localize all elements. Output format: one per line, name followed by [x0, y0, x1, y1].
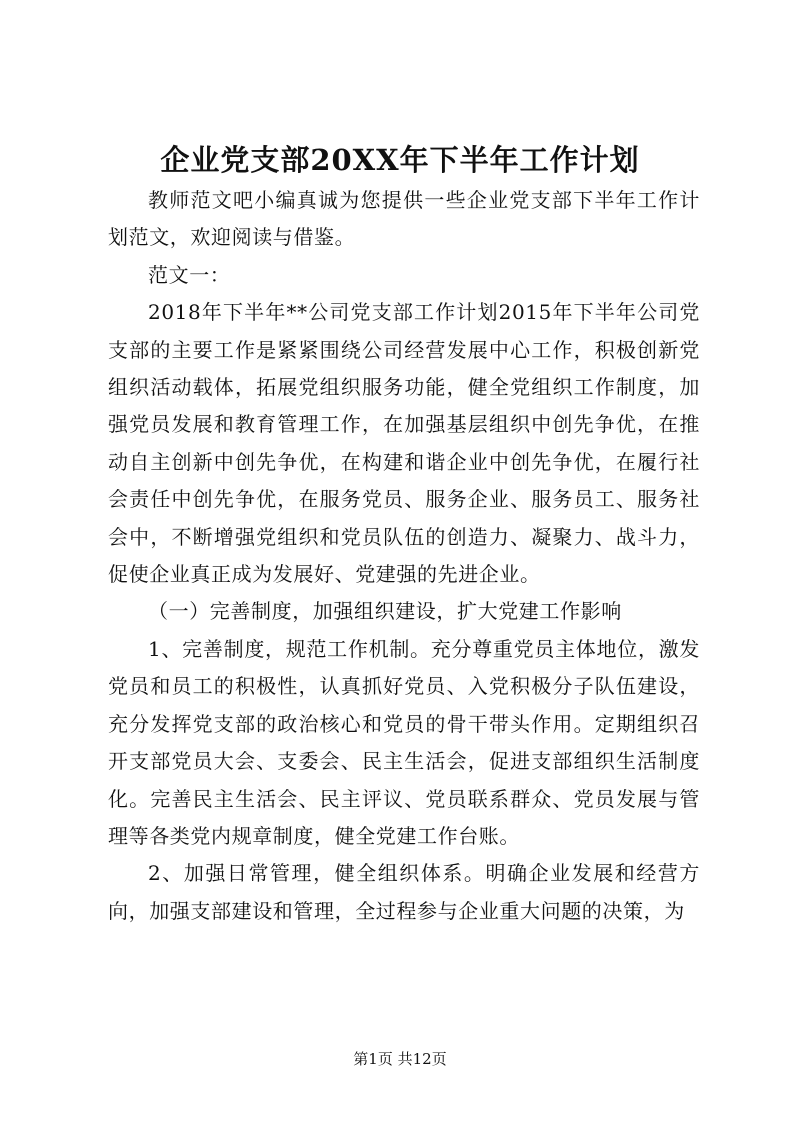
page-footer: 第1页 共12页 [353, 1050, 447, 1068]
paragraph-overview: 2018年下半年**公司党支部工作计划2015年下半年公司党支部的主要工作是紧紧围绕公司经营发展中心工作，积极创新党组织活动载体，拓展党组织服务功能，健全党组织工作制度，加强党员发展和教育管理工作，在加强基层组织中创先争优，在推动自主创新中创先争优，在构建和谐企业中创先争优，在履行社会责任中创先争优，在服务党员、服务企业、服务员工、服务社会中，不断增强党组织和党员队伍的创造力、凝聚力、战斗力，促使企业真正成为发展好、党建强的先进企业。 [108, 300, 700, 587]
paragraph-section-heading: （一）完善制度，加强组织建设，扩大党建工作影响 [148, 599, 622, 624]
paragraph-sample-heading: 范文一： [148, 262, 231, 287]
document-title: 企业党支部20XX年下半年工作计划 [160, 143, 640, 177]
document-body [108, 182, 700, 930]
paragraph-item-1: 1、完善制度，规范工作机制。充分尊重党员主体地位，激发党员和员工的积极性，认真抓好党员、入党积极分子队伍建设，充分发挥党支部的政治核心和党员的骨干带头作用。定期组织召开支部党员大会、支委会、民主生活会，促进支部组织生活制度化。完善民主生活会、民主评议、党员联系群众、党员发展与管理等各类党内规章制度，健全党建工作台账。 [108, 636, 700, 848]
paragraph-item-2: 2、加强日常管理，健全组织体系。明确企业发展和经营方向，加强支部建设和管理，全过程参与企业重大问题的决策，为 [108, 861, 700, 923]
paragraph-intro: 教师范文吧小编真诚为您提供一些企业党支部下半年工作计划范文，欢迎阅读与借鉴。 [108, 188, 700, 250]
